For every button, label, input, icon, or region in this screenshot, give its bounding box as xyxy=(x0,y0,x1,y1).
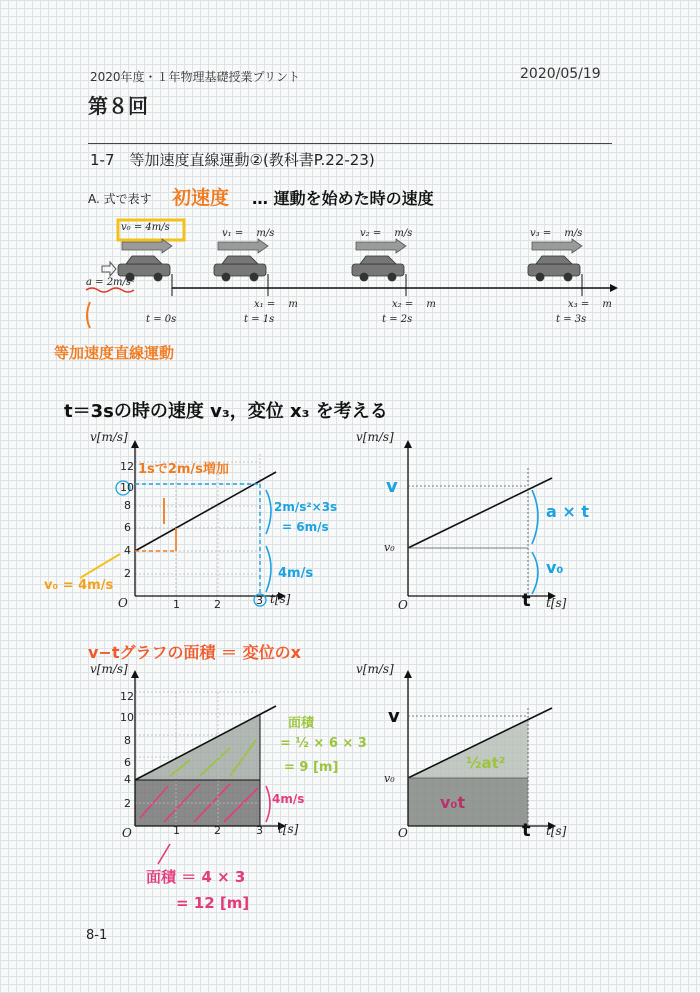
c1-ytick-6: 6 xyxy=(124,521,131,534)
c3-origin: O xyxy=(122,826,132,840)
problem-statement: t＝3sの時の速度 v₃，変位 x₃ を考える xyxy=(64,401,388,422)
x3-label: x₃ = m xyxy=(568,299,612,310)
chart2-ylabel: v[m/s] xyxy=(356,430,394,444)
chart1-ylabel: v[m/s] xyxy=(90,430,128,444)
c3-tri-area-label: 面積 xyxy=(288,716,315,731)
c3-ytick-2: 2 xyxy=(124,797,131,810)
c4-rect-label: v₀t xyxy=(440,793,466,812)
v0-label: v₀ = 4m/s xyxy=(121,222,170,233)
c1-ytick-4: 4 xyxy=(124,544,131,557)
accel-arrow-icon xyxy=(102,262,116,276)
t0-label: t = 0s xyxy=(146,314,177,325)
c3-v0-part: 4m/s xyxy=(272,792,305,806)
c1-ytick-10: 10 xyxy=(120,481,134,494)
velocity-arrows xyxy=(122,239,582,253)
section-title: 1-7 等加速度直線運動②(教科書P.22-23) xyxy=(90,151,375,169)
c1-xtick-2: 2 xyxy=(214,598,221,611)
c1-slope-note: 1sで2m/s増加 xyxy=(138,462,229,477)
c1-ytick-2: 2 xyxy=(124,567,131,580)
c3-rect-area-result: = 12 [m] xyxy=(176,894,250,912)
page-number: 8-1 xyxy=(86,928,108,943)
chart3-ylabel: v[m/s] xyxy=(90,662,128,676)
c3-ytick-10: 10 xyxy=(120,711,134,724)
uniform-accel-note: 等加速度直線運動 xyxy=(54,344,175,362)
c1-v0-note: v₀ = 4m/s xyxy=(44,578,114,593)
c3-pointer xyxy=(150,842,180,868)
c2-v0hw: v₀ xyxy=(546,558,564,577)
c4-t: t xyxy=(522,820,531,841)
date-label: 2020/05/19 xyxy=(520,66,601,82)
c3-ytick-6: 6 xyxy=(124,756,131,769)
part-a-label: A. 式で表す xyxy=(88,192,152,206)
cars xyxy=(118,256,580,281)
accel-underline xyxy=(86,288,134,292)
c2-origin: O xyxy=(398,598,408,612)
accel-label: a = 2m/s² xyxy=(86,277,136,288)
c1-ytick-8: 8 xyxy=(124,499,131,512)
note-pointer xyxy=(87,302,90,328)
c3-tri-area-result: = 9 [m] xyxy=(284,760,339,775)
c2-at: a × t xyxy=(546,502,589,521)
c3-xtick-3: 3 xyxy=(256,824,263,837)
chart2-xlabel: t[s] xyxy=(546,596,567,610)
vt-graph-symbolic xyxy=(380,428,580,618)
c1-rise-result: = 6m/s xyxy=(282,520,329,534)
t2-label: t = 2s xyxy=(382,314,413,325)
c3-ytick-8: 8 xyxy=(124,734,131,747)
v3-label: v₃ = m/s xyxy=(530,228,583,239)
chart3-xlabel: t[s] xyxy=(278,822,299,836)
vt-area-heading: v−tグラフの面積 ＝ 変位のx xyxy=(88,643,301,662)
c3-xtick-1: 1 xyxy=(173,824,180,837)
c2-v: v xyxy=(386,476,398,497)
c3-rect-area-formula: 面積 ＝ 4 × 3 xyxy=(146,868,246,886)
v2-label: v₂ = m/s xyxy=(360,228,413,239)
course-header: 2020年度・１年物理基礎授業プリント xyxy=(90,70,301,84)
chart4-ylabel: v[m/s] xyxy=(356,662,394,676)
c2-t: t xyxy=(522,590,531,611)
t3-label: t = 3s xyxy=(556,314,587,325)
c3-ytick-4: 4 xyxy=(124,773,131,786)
chart1-xlabel: t[s] xyxy=(270,592,291,606)
chart4-xlabel: t[s] xyxy=(546,824,567,838)
c3-xtick-2: 2 xyxy=(214,824,221,837)
lesson-title: 第８回 xyxy=(88,94,148,118)
x1-label: x₁ = m xyxy=(254,299,298,310)
c4-v: v xyxy=(388,706,400,727)
c1-xtick-1: 1 xyxy=(173,598,180,611)
initial-velocity-definition: … 運動を始めた時の速度 xyxy=(252,189,434,208)
c2-v0: v₀ xyxy=(384,541,395,554)
c3-ytick-12: 12 xyxy=(120,690,134,703)
v1-label: v₁ = m/s xyxy=(222,228,275,239)
c1-v0-part: 4m/s xyxy=(278,566,314,581)
header-divider xyxy=(88,143,612,144)
initial-velocity-note: 初速度 xyxy=(172,187,230,209)
c1-xtick-3: 3 xyxy=(256,594,263,607)
c4-tri-label: ½at² xyxy=(466,754,506,772)
c1-ytick-12: 12 xyxy=(120,460,134,473)
vt-area-numeric xyxy=(60,668,310,848)
c3-tri-area-formula: = ½ × 6 × 3 xyxy=(280,736,367,751)
c4-v0: v₀ xyxy=(384,772,395,785)
c1-origin: O xyxy=(118,596,128,610)
x2-label: x₂ = m xyxy=(392,299,436,310)
t1-label: t = 1s xyxy=(244,314,275,325)
c1-rise-note: 2m/s²×3s xyxy=(274,500,338,514)
c4-origin: O xyxy=(398,826,408,840)
